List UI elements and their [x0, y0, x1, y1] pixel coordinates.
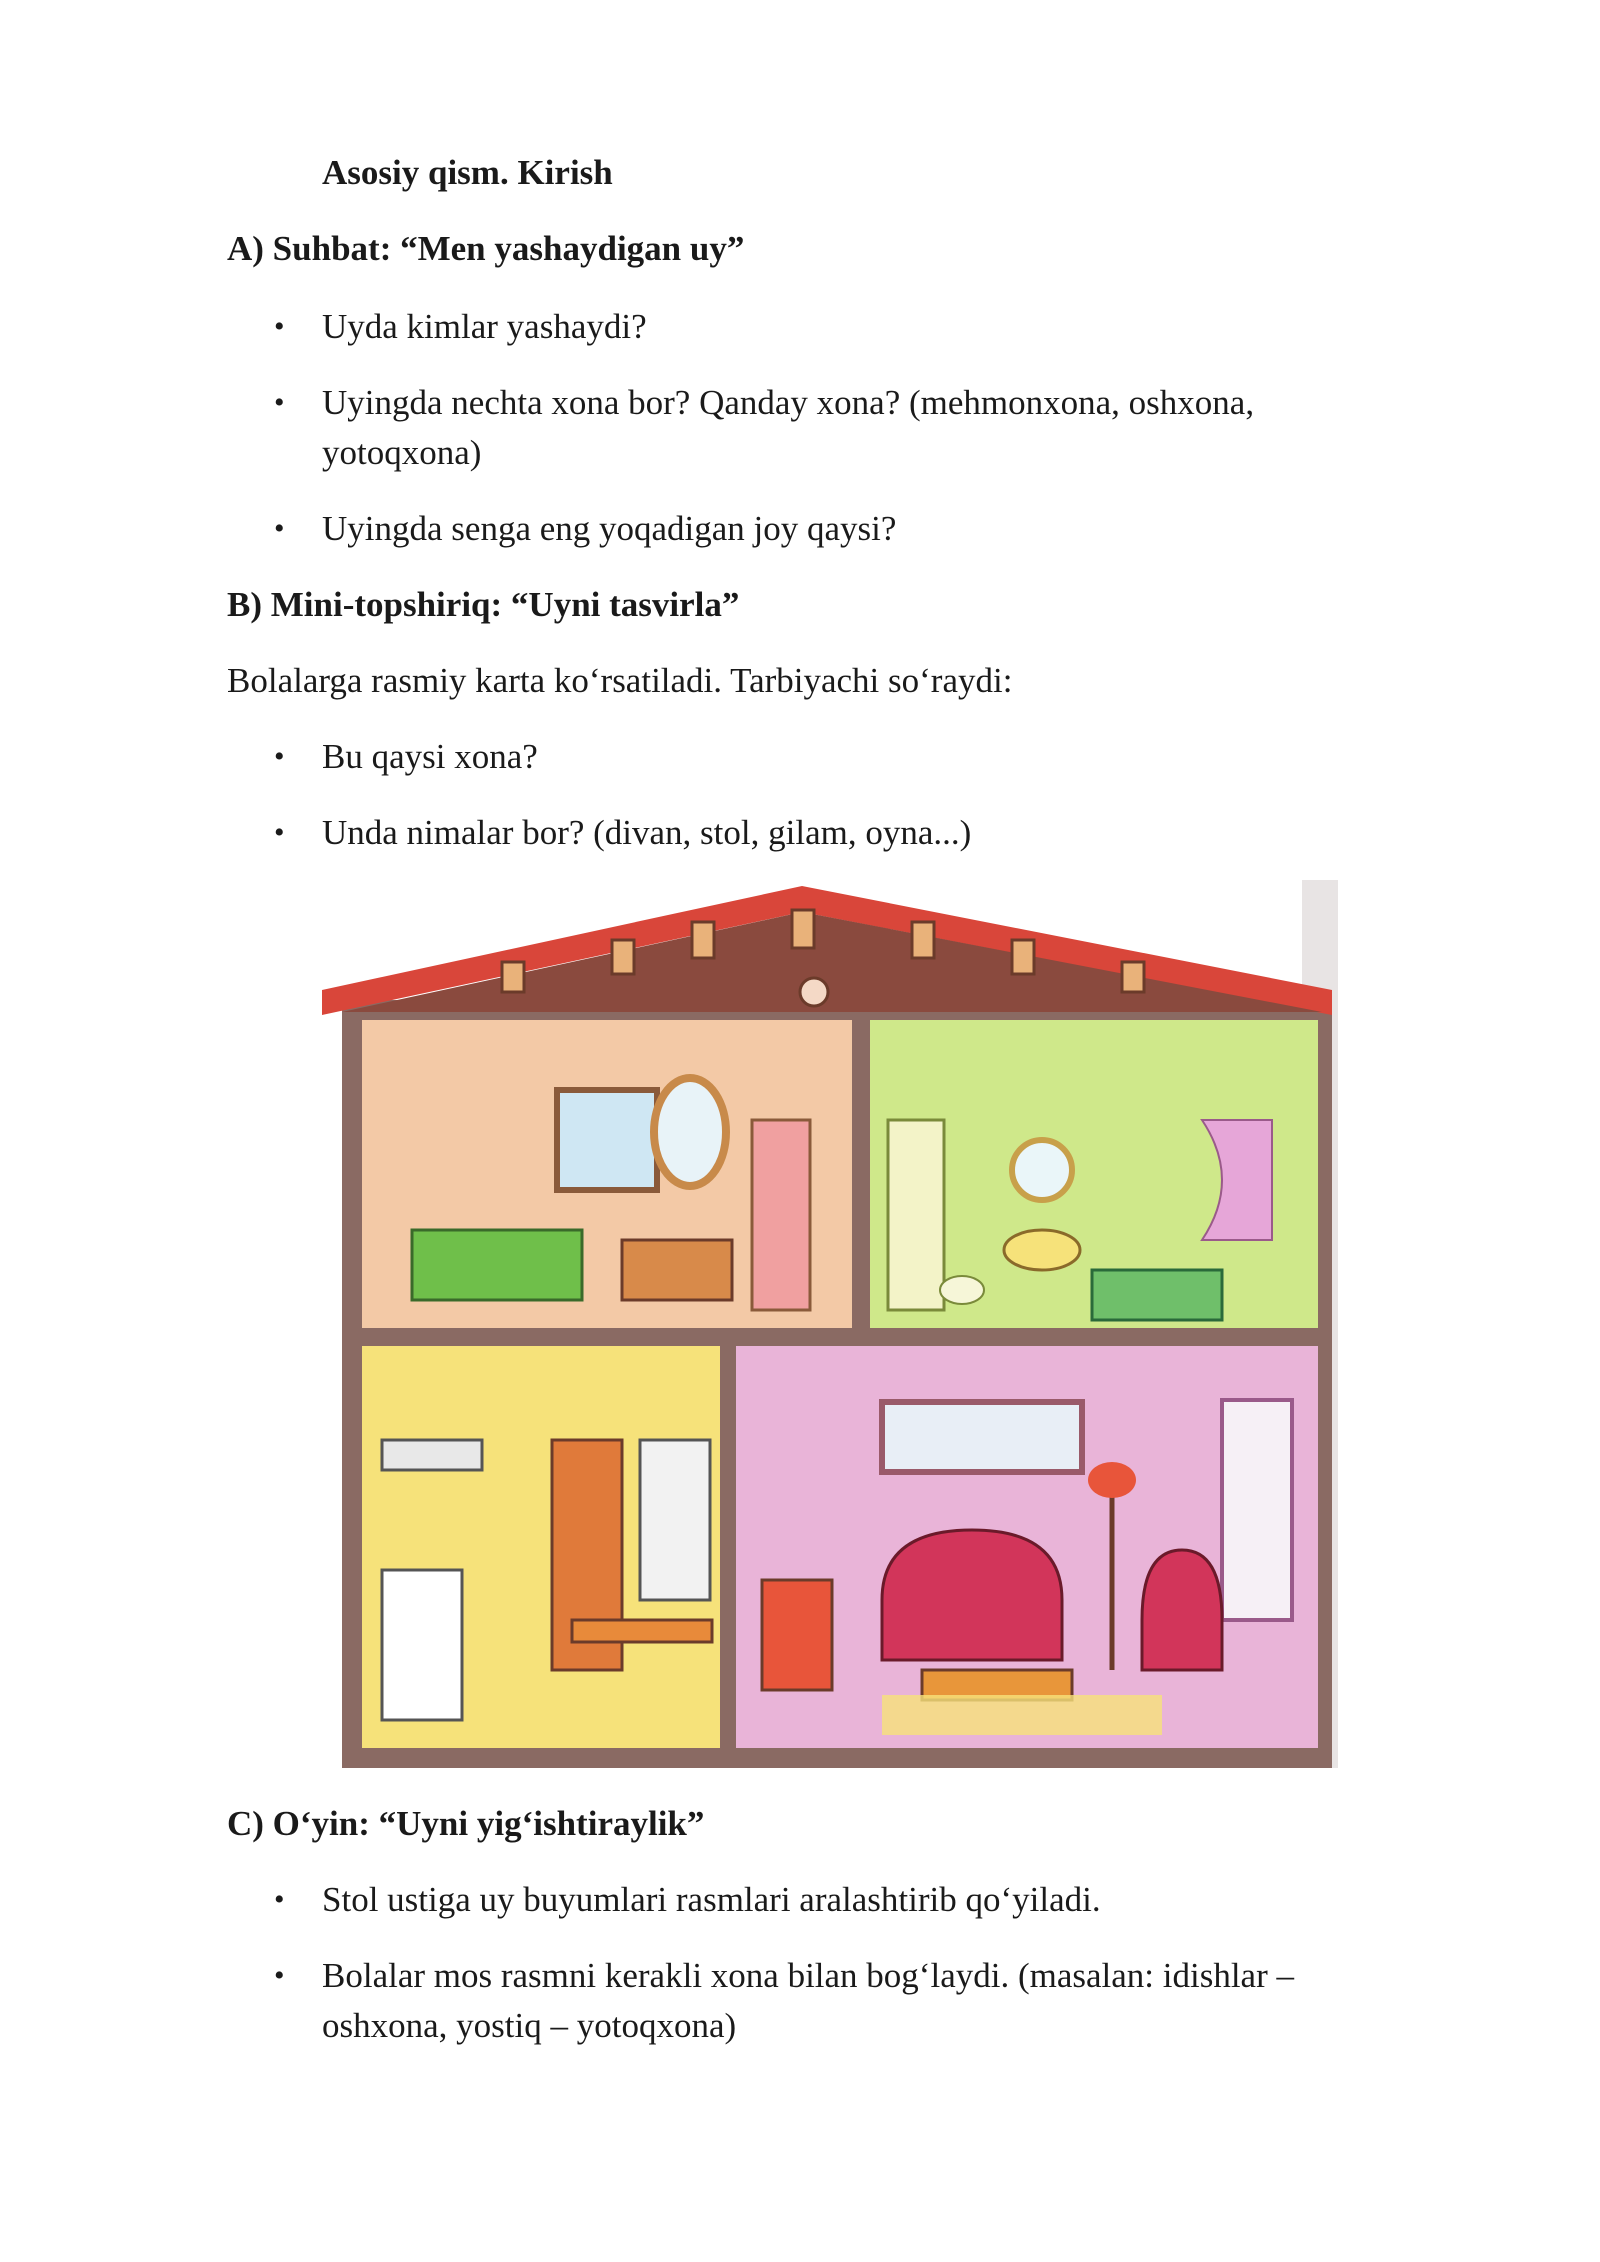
- door: [752, 1120, 810, 1310]
- section-heading: Asosiy qism. Kirish: [322, 153, 613, 192]
- section-b-title: B) Mini-topshiriq: “Uyni tasvirla”: [227, 585, 740, 624]
- list-item: Bolalar mos rasmni kerakli xona bilan bog‘laydi. (masalan: idishlar –: [322, 1956, 1294, 1995]
- section-a-title: A) Suhbat: “Men yashaydigan uy”: [227, 229, 745, 268]
- sink: [1004, 1230, 1080, 1270]
- list-item: Uyingda nechta xona bor? Qanday xona? (mehmonxona, oshxona,: [322, 383, 1255, 422]
- wall-painting: [882, 1402, 1082, 1472]
- bathroom: [870, 1020, 1318, 1328]
- kitchen-table: [572, 1620, 712, 1642]
- section-b-intro: Bolalarga rasmiy karta ko‘rsatiladi. Tarbiyachi so‘raydi:: [227, 661, 1013, 700]
- bullet-dot: •: [274, 310, 285, 343]
- list-item: Uyda kimlar yashaydi?: [322, 307, 647, 346]
- living-room: [736, 1346, 1318, 1748]
- dresser: [622, 1240, 732, 1300]
- armchair: [1142, 1550, 1222, 1670]
- list-item: Unda nimalar bor? (divan, stol, gilam, oyna...): [322, 813, 972, 852]
- list-item-continuation: oshxona, yostiq – yotoqxona): [322, 2006, 737, 2045]
- fridge: [640, 1440, 710, 1600]
- list-item: Bu qaysi xona?: [322, 737, 538, 776]
- range-hood: [382, 1440, 482, 1470]
- window: [557, 1090, 657, 1190]
- bedroom: [362, 1020, 852, 1328]
- list-item: Stol ustiga uy buyumlari rasmlari aralashtirib qo‘yiladi.: [322, 1880, 1101, 1919]
- toilet: [940, 1276, 984, 1304]
- section-c-title: C) O‘yin: “Uyni yig‘ishtiraylik”: [227, 1804, 705, 1843]
- attic-vent: [800, 978, 828, 1006]
- bullet-dot: •: [274, 740, 285, 773]
- living-window: [1222, 1400, 1292, 1620]
- list-item-continuation: yotoqxona): [322, 433, 482, 472]
- bullet-dot: •: [274, 1959, 285, 1992]
- bullet-dot: •: [274, 1883, 285, 1916]
- house-cross-section-illustration: [322, 880, 1338, 1768]
- sofa: [882, 1530, 1062, 1660]
- stove: [382, 1570, 462, 1720]
- bathtub: [1092, 1270, 1222, 1320]
- bullet-dot: •: [274, 386, 285, 419]
- side-cabinet: [762, 1580, 832, 1690]
- rug: [882, 1695, 1162, 1735]
- kitchen: [362, 1346, 720, 1748]
- lamp-shade: [1088, 1462, 1136, 1498]
- round-mirror: [1012, 1140, 1072, 1200]
- mirror: [654, 1078, 726, 1186]
- bed: [412, 1230, 582, 1300]
- bathroom-door: [888, 1120, 944, 1310]
- bullet-dot: •: [274, 512, 285, 545]
- list-item: Uyingda senga eng yoqadigan joy qaysi?: [322, 509, 897, 548]
- bullet-dot: •: [274, 816, 285, 849]
